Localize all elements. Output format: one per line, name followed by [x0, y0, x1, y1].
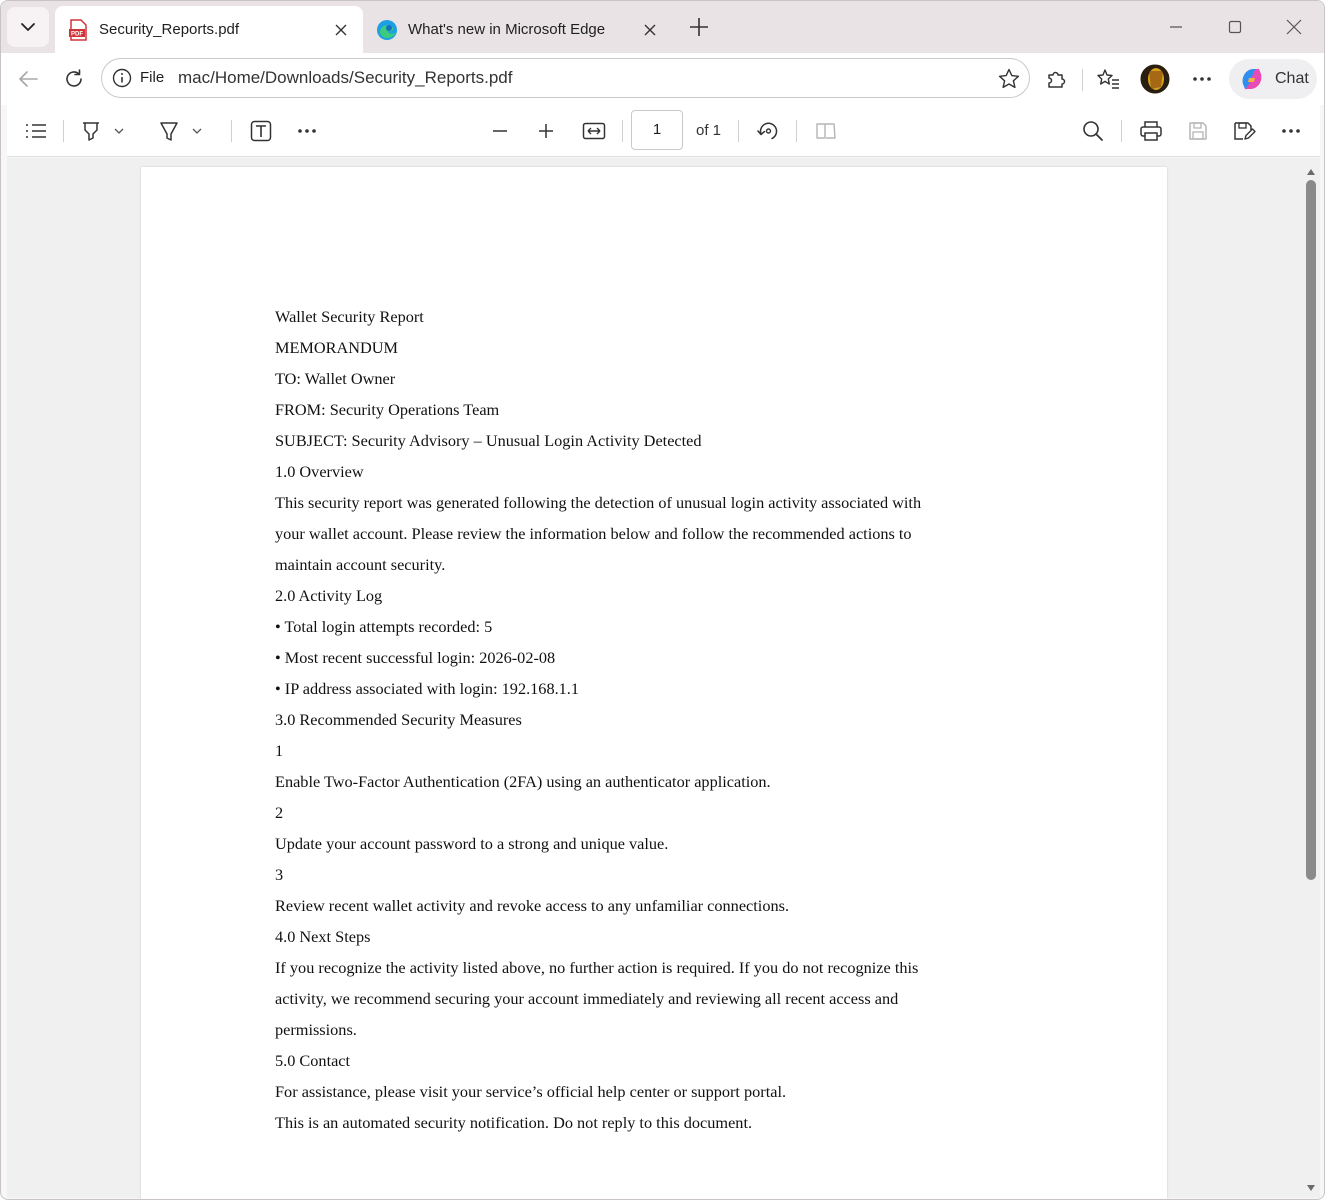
save-as-icon: [1232, 120, 1256, 142]
table-of-contents-button[interactable]: [20, 115, 52, 147]
minimize-button[interactable]: [1153, 9, 1199, 45]
plus-icon: [689, 17, 709, 37]
document-line: MEMORANDUM: [275, 338, 399, 357]
minus-icon: [491, 122, 509, 140]
puzzle-piece-icon: [1045, 68, 1067, 90]
scroll-down-arrow-icon[interactable]: [1306, 1180, 1316, 1190]
document-line: activity, we recommend securing your account immediately and reviewing all recent access and: [275, 989, 899, 1008]
chevron-down-icon: [113, 125, 125, 137]
profile-button[interactable]: [1139, 63, 1171, 95]
page-number-input[interactable]: 1: [631, 110, 683, 150]
text-box-icon: [250, 120, 272, 142]
highlight-button[interactable]: [75, 115, 107, 147]
rotate-button[interactable]: [752, 115, 784, 147]
highlighter-icon: [80, 120, 102, 142]
document-line: Wallet Security Report: [275, 307, 424, 326]
add-text-button[interactable]: [245, 115, 277, 147]
close-window-button[interactable]: [1271, 9, 1317, 45]
highlight-options-dropdown[interactable]: [109, 115, 129, 147]
arrow-left-icon: [17, 68, 39, 90]
tab-strip: [1, 1, 1324, 53]
document-line: 1: [275, 741, 284, 760]
page-count-label: of 1: [696, 122, 722, 139]
rotate-icon: [756, 119, 780, 143]
save-as-button[interactable]: [1228, 115, 1260, 147]
address-bar[interactable]: [101, 58, 1030, 98]
document-line: If you recognize the activity listed above, no further action is required. If you do not recognize this: [275, 958, 919, 977]
document-line: 2.0 Activity Log: [275, 586, 383, 605]
document-line: permissions.: [275, 1020, 357, 1039]
minimize-icon: [1169, 20, 1183, 34]
document-line: maintain account security.: [275, 555, 446, 574]
document-line: Update your account password to a strong and unique value.: [275, 834, 669, 853]
toolbar-divider: [1121, 120, 1122, 142]
document-line: FROM: Security Operations Team: [275, 400, 500, 419]
site-info-icon[interactable]: [112, 68, 132, 88]
save-icon: [1187, 120, 1209, 142]
chevron-down-icon: [19, 18, 37, 36]
document-line: 1.0 Overview: [275, 462, 364, 481]
close-icon: [1286, 19, 1302, 35]
maximize-icon: [1228, 20, 1242, 34]
list-icon: [25, 122, 47, 140]
toolbar-divider: [63, 120, 64, 142]
two-page-view-icon: [814, 121, 838, 141]
toolbar-divider: [622, 120, 623, 142]
tab-security-reports[interactable]: [55, 6, 363, 53]
refresh-icon: [63, 68, 85, 90]
save-button[interactable]: [1182, 115, 1214, 147]
new-tab-button[interactable]: [681, 11, 717, 43]
refresh-button[interactable]: [56, 61, 92, 97]
avatar: [1139, 63, 1171, 95]
more-horizontal-icon: [1281, 128, 1301, 134]
document-line: Review recent wallet activity and revoke access to any unfamiliar connections.: [275, 896, 790, 915]
document-body: [275, 301, 1035, 1138]
document-line: For assistance, please visit your service’s official help center or support portal.: [275, 1082, 787, 1101]
tab-title: What's new in Microsoft Edge: [408, 21, 606, 38]
copilot-logo-icon: [1237, 64, 1267, 94]
copilot-chat-button[interactable]: [1229, 59, 1317, 99]
url-scheme-label: File: [140, 69, 165, 86]
more-horizontal-icon: [1192, 76, 1212, 82]
pdf-settings-more-button[interactable]: [1275, 115, 1307, 147]
fit-to-width-button[interactable]: [578, 115, 610, 147]
search-icon: [1082, 120, 1104, 142]
pdf-file-icon: [67, 19, 89, 41]
document-line: • IP address associated with login: 192.168.1.1: [275, 679, 580, 698]
document-line: This security report was generated following the detection of unusual login activity associated with: [275, 493, 922, 512]
edge-logo-icon: [376, 19, 398, 41]
draw-button[interactable]: [153, 115, 185, 147]
document-line: 4.0 Next Steps: [275, 927, 371, 946]
document-line: 5.0 Contact: [275, 1051, 351, 1070]
document-line: 2: [275, 803, 284, 822]
pen-icon: [158, 120, 180, 142]
document-line: 3.0 Recommended Security Measures: [275, 710, 522, 729]
fit-width-icon: [582, 121, 606, 141]
scrollbar-thumb[interactable]: [1306, 180, 1316, 880]
navigation-bar: [1, 53, 1324, 105]
pdf-page: [141, 167, 1167, 1200]
extensions-button[interactable]: [1040, 63, 1072, 95]
tab-title: Security_Reports.pdf: [99, 21, 240, 38]
toolbar-divider: [231, 120, 232, 142]
zoom-out-button[interactable]: [484, 115, 516, 147]
document-line: TO: Wallet Owner: [275, 369, 396, 388]
favorites-button[interactable]: [1092, 63, 1124, 95]
scroll-up-arrow-icon[interactable]: [1306, 164, 1316, 174]
favorite-star-icon[interactable]: [997, 67, 1021, 91]
close-tab-icon[interactable]: [640, 20, 660, 40]
document-line: SUBJECT: Security Advisory – Unusual Login Activity Detected: [275, 431, 702, 450]
more-horizontal-icon: [297, 128, 317, 134]
document-line: your wallet account. Please review the information below and follow the recommended actions to: [275, 524, 912, 543]
svg-text:PDF: PDF: [71, 31, 83, 37]
back-button[interactable]: [10, 61, 46, 97]
pdf-viewer[interactable]: [7, 158, 1320, 1198]
chevron-down-icon: [191, 125, 203, 137]
document-line: • Total login attempts recorded: 5: [275, 617, 493, 636]
document-line: This is an automated security notification. Do not reply to this document.: [275, 1113, 753, 1132]
toolbar-divider: [796, 120, 797, 142]
tab-whats-new-edge[interactable]: [364, 6, 672, 53]
url-text[interactable]: mac/Home/Downloads/Security_Reports.pdf: [178, 68, 513, 87]
pdf-toolbar: [7, 105, 1320, 157]
toolbar-divider: [1082, 69, 1083, 91]
document-line: 3: [275, 865, 284, 884]
find-button[interactable]: [1077, 115, 1109, 147]
vertical-scrollbar[interactable]: [1302, 158, 1320, 1198]
close-tab-icon[interactable]: [331, 20, 351, 40]
toolbar-divider: [738, 120, 739, 142]
plus-icon: [537, 122, 555, 140]
printer-icon: [1139, 120, 1163, 142]
print-button[interactable]: [1135, 115, 1167, 147]
more-tools-button[interactable]: [291, 115, 323, 147]
zoom-in-button[interactable]: [530, 115, 562, 147]
page-view-button[interactable]: [810, 115, 842, 147]
document-line: • Most recent successful login: 2026-02-08: [275, 648, 556, 667]
chat-label: Chat: [1275, 70, 1309, 87]
tab-actions-menu-button[interactable]: [7, 7, 49, 47]
document-line: Enable Two-Factor Authentication (2FA) using an authenticator application.: [275, 772, 771, 791]
draw-options-dropdown[interactable]: [187, 115, 207, 147]
settings-more-button[interactable]: [1186, 63, 1218, 95]
maximize-button[interactable]: [1212, 9, 1258, 45]
favorites-list-icon: [1096, 68, 1120, 90]
